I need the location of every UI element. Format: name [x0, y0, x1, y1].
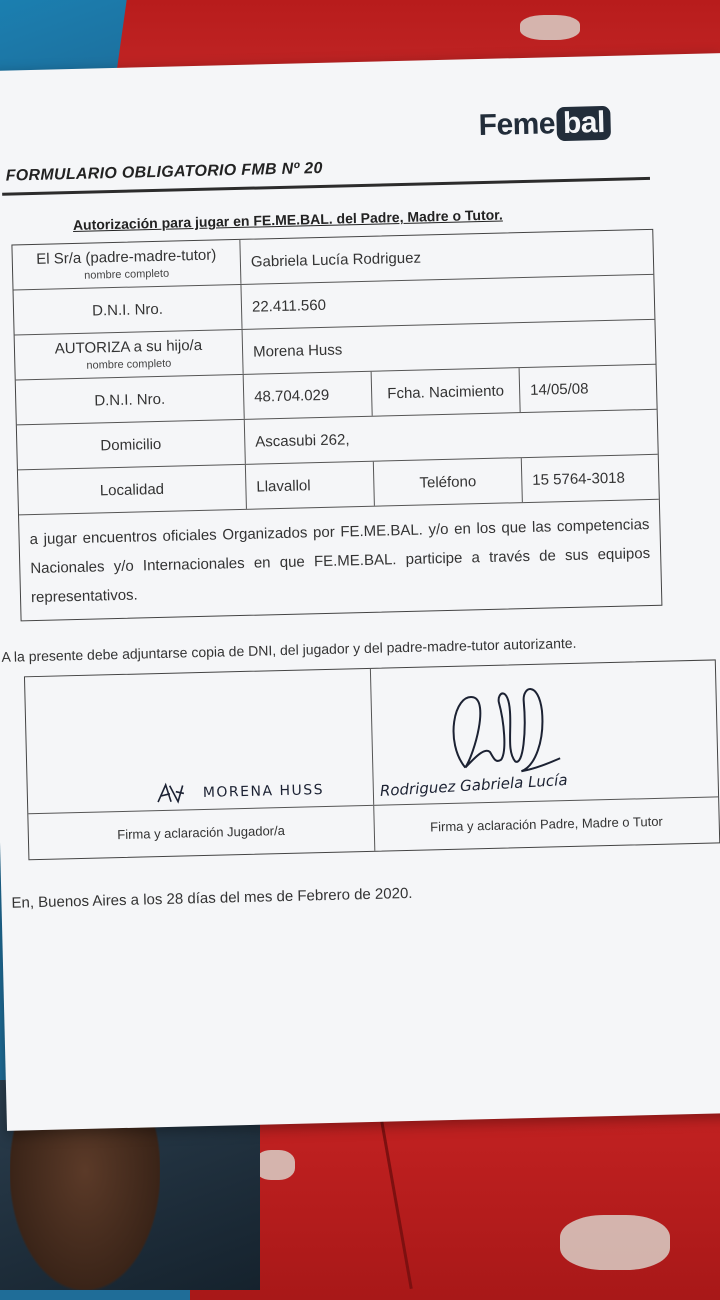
city-field: Llavallol: [246, 462, 375, 509]
child-name-field: Morena Huss: [252, 340, 343, 361]
signature-area-row: [25, 660, 718, 814]
phone-label: Teléfono: [374, 458, 523, 506]
guardian-sublabel: nombre completo: [84, 267, 170, 282]
background-red-table-bottom: [190, 1100, 720, 1300]
authorization-paragraph-row: [19, 500, 661, 621]
table-paint-chip: [520, 15, 580, 40]
signature-table: [24, 659, 720, 860]
address-field: Ascasubi 262,: [255, 430, 350, 451]
logo-text-boxed: bal: [557, 106, 612, 141]
guardian-dni-label: D.N.I. Nro.: [14, 285, 243, 335]
attachment-note: A la presente debe adjuntarse copia de DNI, del jugador y del padre-madre-tutor autorizante.: [1, 634, 577, 665]
address-label: Domicilio: [17, 420, 246, 470]
child-dni-field: 48.704.029: [244, 372, 373, 419]
guardian-dni-field: 22.411.560: [251, 296, 327, 316]
background-hand: [10, 1120, 160, 1290]
authorization-paragraph: a jugar encuentros oficiales Organizados por FE.ME.BAL. y/o en los que las competencias Nacionales y/o Internacionales en que FE.ME.BAL. participe a través de sus equipos representativos.: [29, 516, 651, 607]
guardian-name-handwritten: Rodriguez Gabriela Lucía: [378, 770, 568, 800]
guardian-label: El Sr/a (padre-madre-tutor): [36, 246, 217, 268]
logo-text: Feme: [478, 107, 556, 143]
birth-date-label: Fcha. Nacimiento: [372, 368, 521, 416]
city-label: Localidad: [18, 465, 247, 515]
guardian-name-field: Gabriela Lucía Rodriguez: [250, 249, 422, 271]
player-signature-caption: Firma y aclaración Jugador/a: [28, 806, 374, 859]
child-label-cell: [15, 330, 244, 380]
player-signature-area: [25, 669, 374, 813]
form-subtitle: Autorización para jugar en FE.ME.BAL. del Padre, Madre o Tutor.: [72, 206, 503, 233]
closing-date-line: En, Buenos Aires a los 28 días del mes de Febrero de 2020.: [11, 884, 413, 912]
table-paint-chip: [255, 1150, 295, 1180]
phone-field: 15 5764-3018: [532, 469, 626, 489]
guardian-signature-caption: Firma y aclaración Padre, Madre o Tutor: [429, 813, 663, 835]
table-paint-chip: [560, 1215, 670, 1270]
form-paper: [0, 53, 720, 1131]
player-name-handwritten: MORENA HUSS: [202, 782, 325, 801]
child-sublabel: nombre completo: [86, 357, 172, 372]
femebal-logo: [478, 106, 611, 143]
authorization-table: [11, 229, 662, 622]
birth-date-field: 14/05/08: [529, 379, 589, 399]
guardian-label-cell: [12, 240, 241, 290]
guardian-signature-scribble: [433, 670, 566, 783]
authorizes-label: AUTORIZA a su hijo/a: [54, 336, 203, 358]
player-signature-scribble: [156, 781, 187, 806]
child-dni-label: D.N.I. Nro.: [16, 375, 245, 425]
guardian-signature-area: [370, 660, 718, 804]
form-title: FORMULARIO OBLIGATORIO FMB Nº 20: [5, 159, 323, 185]
